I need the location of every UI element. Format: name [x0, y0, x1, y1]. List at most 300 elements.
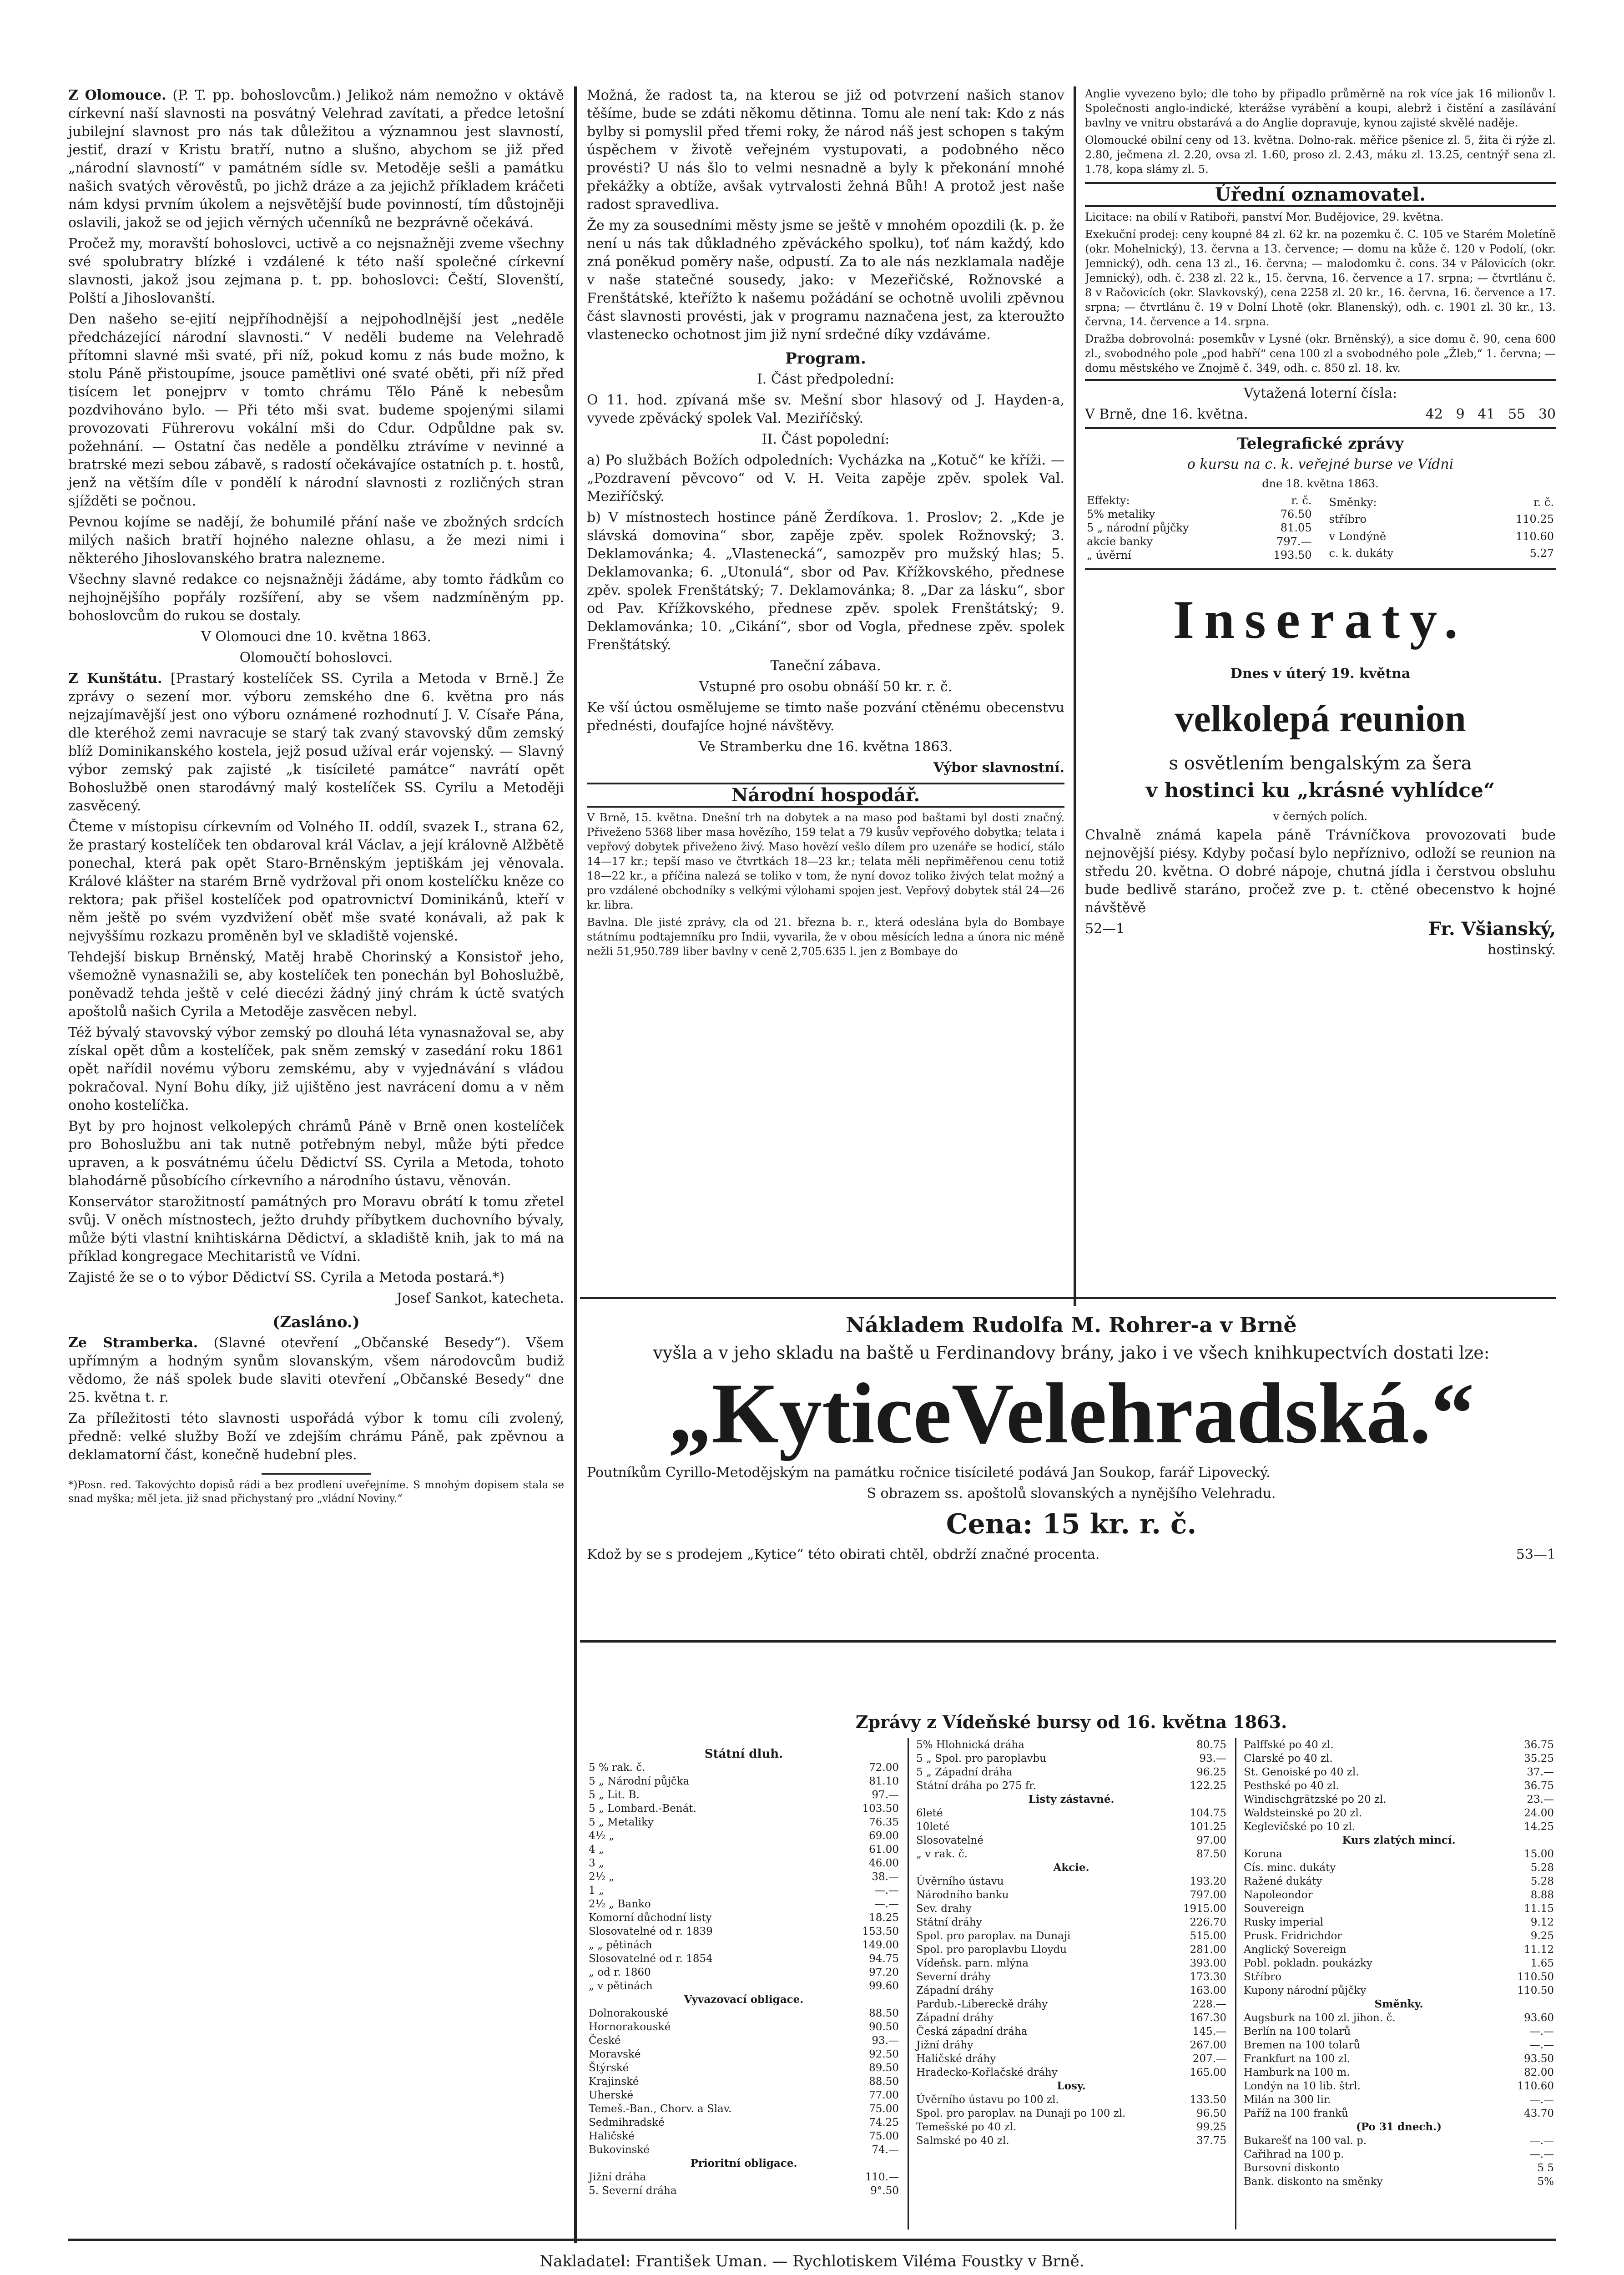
row-label: Anglický Sovereign [1244, 1944, 1347, 1956]
kytice-sales: Kdož by se s prodejem „Kytice“ této obirati chtěl, obdrží značné procenta. [587, 1547, 1100, 1562]
row-value: 5.28 [1530, 1876, 1554, 1887]
row-label: Komorní důchodní listy [589, 1912, 712, 1924]
table-row [1242, 1875, 1556, 1888]
row-label: Pardub.-Libereckě dráhy [916, 1998, 1048, 2010]
row-value: 267.00 [1190, 2039, 1226, 2051]
telegraph-tables [1085, 494, 1556, 562]
program-invite: Ke vší úctou osmělujeme se timto naše pozvání ctěnému obecenstvu přednésti, doufajíce hojné návštěvy. [587, 700, 1064, 734]
row-value: 97.00 [1196, 1835, 1226, 1846]
row-label: Rusky imperial [1244, 1916, 1324, 1928]
table-row [1242, 1956, 1556, 1970]
rule-above-kytice [580, 1297, 1556, 1299]
row-value: 8.88 [1530, 1889, 1554, 1901]
inserat-code: 52—1 [1085, 921, 1125, 937]
row-label: Spol. pro paroplav. na Dunaji [916, 1930, 1071, 1942]
row-value: 72.00 [869, 1762, 899, 1774]
row-label: St. Genoiské po 40 zl. [1244, 1766, 1359, 1778]
table-row [587, 2143, 901, 2157]
row-label: Státní dráha po 275 fr. [916, 1780, 1037, 1792]
table-row [1242, 1847, 1556, 1861]
uredni-oznamovatel-heading: Úřední oznamovatel. [1085, 182, 1556, 207]
row-label: Slosovatelné od r. 1854 [589, 1953, 713, 1965]
row-label: Slosovatelné od r. 1839 [589, 1926, 713, 1937]
table-row [914, 2025, 1228, 2038]
row-value: 101.25 [1190, 1821, 1226, 1833]
article-kunstat-p5: Byt by pro hojnost velkolepých chrámů Páně v Brně onen kostelíček pro Bohoslužbu ani tak nutně potřebným nebyl, může býti předce upraven, a k posvátnému účelu Dědictví SS. Cyrila a Metoda, tohoto blahodárně působícího církevního a národního ústavu, věnován. [68, 1118, 564, 1189]
column-1 [68, 86, 564, 1508]
row-label: Prioritní obligace. [690, 2157, 797, 2169]
table-row [587, 1897, 901, 1911]
table-row [914, 1997, 1228, 2011]
row-label: Cís. minc. dukáty [1244, 1862, 1336, 1874]
table-row [1242, 2052, 1556, 2066]
row-label: 5. Severní dráha [589, 2185, 677, 2197]
program-part1-heading: I. Část předpolední: [757, 371, 895, 387]
table-row [587, 2129, 901, 2143]
table-row [1327, 528, 1556, 545]
row-value: 9.25 [1530, 1930, 1554, 1942]
row-value: 5% [1537, 2176, 1554, 2188]
row-label: 5 „ Národní půjčka [589, 1775, 690, 1787]
row-value: 145.— [1192, 2026, 1226, 2037]
table-row [1242, 2120, 1556, 2134]
row-value: 69.00 [869, 1830, 899, 1842]
row-value: 88.50 [869, 2007, 899, 2019]
row-value: 24.00 [1524, 1807, 1554, 1819]
row-label: stříbro [1329, 513, 1367, 526]
table-row [914, 1943, 1228, 1956]
kytice-code: 53—1 [1516, 1547, 1556, 1562]
row-value: 93.50 [1524, 2053, 1554, 2065]
table-row [914, 1875, 1228, 1888]
kytice-publisher: Nákladem Rudolfa M. Rohrer-a v Brně [846, 1313, 1297, 1337]
column-2 [587, 86, 1064, 1292]
row-value: 9°.50 [870, 2185, 899, 2197]
row-label: Londýn na 10 lib. štrl. [1244, 2080, 1361, 2092]
row-label: 5 „ Lombard.-Benát. [589, 1803, 696, 1815]
row-label: „ od r. 1860 [589, 1967, 651, 1978]
table-row [1242, 1861, 1556, 1875]
row-label: Losy. [1057, 2080, 1086, 2092]
row-label: Bremen na 100 tolarů [1244, 2039, 1361, 2051]
row-label: „ v pětinách [589, 1980, 653, 1992]
table-row [914, 1984, 1228, 1997]
exchange-heading: Zprávy z Vídeňské bursy od 16. května 1863. [855, 1712, 1287, 1732]
inserat-lighting: s osvětlením bengalským za šera [1169, 753, 1472, 774]
row-value: 38.— [872, 1871, 899, 1883]
row-value: 88.50 [869, 2076, 899, 2088]
row-label: Krajinské [589, 2076, 639, 2088]
table-row [1242, 1888, 1556, 1902]
article-olomouc-p3: Den našeho se-ejití nejpříhodnější a nejpohodlnější jest „neděle předcházející národní slavnosti.“ V neděli budeme na Velehradě přítomni slavné mši svaté, při níž, pokud komu z nás bude možno, k stolu Páně přistoupíme, jsouce pamětlivi oné svaté oběti, při níž před tisícem let ponejprv v tomto chrámu Tělo Páně k nebesům pozdvihováno bylo. — Při této mši svat. budeme spojenými silami provozovati Führerovu vokální mši do Cdur. Odpůldne pak sv. požehnání. — Ostatní čas neděle a pondělku ztrávíme v nevinné a bratrské mezi sebou zábavě, s radostí očekávajíce ostatních p. t. hostů, jenž na větším díle v pondělí k národní slavnosti z rozličných stran sjížděti se počnou. [68, 311, 564, 509]
article-kunstat-p6: Konservátor starožitností památných pro Moravu obrátí k tomu zřetel svůj. V oněch místnostech, ježto druhdy příbytkem duchovního bývaly, může býti vlastní knihtiskárna Dědictví, a skladiště knih, jak to má na příklad kongregace Mechitaristů ve Vídni. [68, 1194, 564, 1264]
exchange-report [587, 1706, 1556, 2197]
inserat-inn: v hostinci ku „krásné vyhlídce“ [1145, 779, 1495, 802]
row-label: Milán na 300 lir. [1244, 2094, 1331, 2106]
row-label: Clarské po 40 zl. [1244, 1753, 1333, 1764]
exekucni-prodej: Exekuční prodej: ceny koupné 84 zl. 62 kr. na pozemku č. C. 105 ve Starém Moletíně (okr. Mohelnický), 13. června a 13. července; — domu na kůže č. 120 v Podolí, (okr. Jemnický), odh. cena 13 zl., 16. června; — malodomku č. cons. 34 v Pálovicích (okr. Jemnický), odh. č. 238 zl. 22 k., 15. června, 16. července a 17. srpna; — čtvrtlánu č. 8 v Račovicích (okr. Slavkovský), cena 2258 zl. 20 kr., 16. června, 16. července a 17. srpna; — čtvrtlánu č. 19 v Dolní Lhotě (okr. Blanenský), odh. c. 1901 zl. 30 kr., 13. června, 14. července a 14. srpna. [1085, 228, 1556, 328]
program-dance: Taneční zábava. [770, 658, 881, 674]
row-value: 149.00 [862, 1939, 899, 1951]
row-value: 76.50 [1280, 508, 1312, 521]
table-row [587, 2088, 901, 2102]
row-value: 281.00 [1190, 1944, 1226, 1956]
stramberk-cont-p2: Že my za sousedními městy jsme se ještě v mnohém opozdili (k. p. že není u nás tak důkladného zpěváckého spolku), toť nám každý, kdo zná poněkud poměry naše, odpustí. Za to ale nás nezklamala naděje v naše statečné sousedy, jako: v Mezeřičské, Rožnovské a Frenštátské, kteřížto k našemu požádání se ochotně uvolili zpěvnou část slavnosti provésti, jak v programu naznačena jest, za kteroužto vlastenecko ochotnost jim již nyní srdečné díky vzdáváme. [587, 217, 1064, 343]
row-value: 110.— [865, 2171, 899, 2183]
table-row [1242, 2011, 1556, 2025]
article-stramberk-p2: Za příležitosti této slavnosti uspořádá výbor k tomu cíli zvolený, předně: velké služby Boží ve zdejším chrámu Páně, pak zpěvnou a deklamatorní část, konečně hudební ples. [68, 1410, 564, 1463]
row-value: 81.05 [1280, 521, 1312, 534]
olomouc-grain-prices: Olomoucké obilní ceny od 13. května. Dolno-rak. měřice pšenice zl. 5, žita či rýže zl. 2.80, ječmena zl. 2.20, ovsa zl. 1.60, proso zl. 2.43, máku zl. 13.25, centnýř sena zl. 1.78, kopa slámy zl. 5. [1085, 134, 1556, 176]
exchange-col-1 [587, 1747, 901, 2198]
table-row [914, 1834, 1228, 1847]
table-row [587, 2034, 901, 2048]
row-value: —.— [874, 1885, 899, 1896]
table-row [587, 1856, 901, 1870]
row-value: 393.00 [1190, 1957, 1226, 1969]
table-row [914, 2038, 1228, 2052]
table-row [1242, 1779, 1556, 1793]
table-row [587, 2020, 901, 2034]
table-row [1242, 1738, 1556, 1752]
exchange-col-3 [1242, 1738, 1556, 2189]
table-row [1242, 2134, 1556, 2148]
row-label: akcie banky [1087, 535, 1153, 548]
row-value: 93.60 [1524, 2012, 1554, 2024]
tele-rule [1085, 427, 1556, 429]
row-value: 5.27 [1529, 547, 1554, 560]
narodni-hospodar-p1: V Brně, 15. května. Dnešní trh na dobytek a na maso pod baštami byl dosti značný. Přiveženo 5368 liber masa hovězího, 159 telat a 79 kusův vepřového dobytka; telata i vepřový dobytek přiveženo živý. Maso hovězí vešlo dílem pro uzenáře se hodicí, stálo 14—17 kr.; tepší maso ve čtvrtkách 18—23 kr.; telata měli nepřiměřenou cenu totiž 18—22 kr., a příčina nalezá se toliko v tom, že nyní dovoz toliko živých telat možný a pro vzdálené obchodníky s velkými výlohami spojen jest. Vepřový dobytek stál 24—26 kr. libra. [587, 811, 1064, 911]
program-signature: Výbor slavnostní. [933, 760, 1064, 776]
inserat-dnes: Dnes v úterý 19. května [1230, 666, 1411, 682]
row-label: Uherské [589, 2089, 634, 2101]
row-label: v Londýně [1329, 530, 1387, 543]
table-row [914, 1793, 1228, 1806]
table-row [587, 2061, 901, 2075]
row-label: Salmské po 40 zl. [916, 2135, 1009, 2147]
row-value: 110.25 [1516, 513, 1554, 526]
row-value: 87.50 [1196, 1848, 1226, 1860]
article-kunstat-p4: Též bývalý stavovský výbor zemský po dlouhá léta vynasnažoval se, aby získal opět dům a kostelíček, pak sněm zemský v zasedání roku 1861 opět nařídil novému výboru zemskému, aby v vyjednávání s vládou pokračoval. Nyní Bohu díky, již ujištěno jest navrácení domu a v něm onoho kostelíčka. [68, 1025, 564, 1113]
table-row [914, 1929, 1228, 1943]
table-row [1242, 1943, 1556, 1956]
row-label: 5 „ Metaliky [589, 1816, 654, 1828]
row-label: Haličské dráhy [916, 2053, 996, 2065]
lottery-line [1085, 405, 1556, 424]
row-label: 2½ „ [589, 1871, 615, 1883]
table-row [587, 1966, 901, 1979]
newspaper-page [68, 68, 1556, 2275]
row-value: 167.30 [1190, 2012, 1226, 2024]
table-row [914, 1847, 1228, 1861]
row-value: 797.— [1276, 535, 1312, 548]
table-row [1085, 507, 1314, 521]
row-label: Dolnorakouské [589, 2007, 668, 2019]
lottery-numbers: 42 9 41 55 30 [1425, 406, 1556, 422]
table-row [914, 1752, 1228, 1765]
table-row [1242, 1916, 1556, 1929]
table-row [587, 1925, 901, 1938]
table-row [914, 1820, 1228, 1834]
table-row [587, 2157, 901, 2170]
article-kunstat-signature: Josef Sankot, katecheta. [396, 1290, 564, 1306]
telegraph-date: dne 18. května 1863. [1262, 477, 1379, 490]
table-row [1242, 1752, 1556, 1765]
article-kunstat-p7: Zajisté že se o to výbor Dědictví SS. Cyrila a Metoda postará.*) [68, 1269, 505, 1285]
table-row [1242, 2148, 1556, 2161]
exchange-rule-1 [908, 1738, 909, 2230]
table-row [587, 2075, 901, 2088]
table-row [587, 1979, 901, 1993]
row-value: 97.20 [869, 1967, 899, 1978]
row-value: 193.50 [1273, 549, 1312, 561]
row-value: —.— [1529, 2026, 1554, 2037]
table-row [1085, 548, 1314, 562]
row-value: 81.10 [869, 1775, 899, 1787]
row-label: Severní dráhy [916, 1971, 991, 1983]
row-value: 93.— [872, 2035, 899, 2047]
row-label: Vídeňsk. parn. mlýna [916, 1957, 1029, 1969]
table-row [587, 1815, 901, 1829]
row-value: 46.00 [869, 1857, 899, 1869]
program-part2b: b) V místnostech hostince páně Žerdíkova. 1. Proslov; 2. „Kde je slávská domovina“ sbor, zapěje zpěv. spolek Rožnovský; 3. Deklamovánka; 4. „Vlastenecká“, samozpěv pro mužský hlas; 5. Deklamovanka; 6. „Utonulá“, sbor od Pav. Křížkovského, přednese zpěv. spolek Frenštátský; 7. Deklamovánka; 8. „Dar za lásku“, sbor od Pav. Křížkovského, přednese zpěv. spolek Frenštátský; 9. Deklamovánka; 10. „Cikání“, sbor od Vogla, přednese zpěv. spolek Frenštátský. [587, 510, 1064, 653]
article-stramberk: Ze Stramberka. (Slavné otevření „Občanské Besedy“). Všem upřímným a hodným synům slovanským, všem národovcům budiž vědomo, že náš spolek bude slaviti otevření „Občanské Besedy“ dne 25. května t. r. [68, 1335, 564, 1405]
row-label: 5 „ Lit. B. [589, 1789, 640, 1801]
lottery-place: V Brně, dne 16. května. [1085, 406, 1248, 422]
table-row [587, 1774, 901, 1788]
row-label: Koruna [1244, 1848, 1282, 1860]
inserat-signature-title: hostinský. [1488, 942, 1556, 958]
row-label: 4½ „ [589, 1830, 615, 1842]
row-value: 94.75 [869, 1953, 899, 1965]
row-label: Státní dráhy [916, 1916, 982, 1928]
row-label: Effekty: [1087, 494, 1130, 507]
row-label: „ v rak. č. [916, 1848, 968, 1860]
row-label: 5 „ národní půjčky [1087, 521, 1189, 534]
exchange-rule-2 [1235, 1738, 1236, 2230]
row-value: 163.00 [1190, 1985, 1226, 1997]
row-value: 35.25 [1524, 1753, 1554, 1764]
table-row [1242, 2079, 1556, 2093]
row-value: 74.— [872, 2144, 899, 2156]
row-label: Hornorakouské [589, 2021, 671, 2033]
row-value: —.— [874, 1898, 899, 1910]
row-value: 122.25 [1190, 1780, 1226, 1792]
table-row [587, 1788, 901, 1802]
telegraph-table-bills [1327, 494, 1556, 562]
row-value: 99.60 [869, 1980, 899, 1992]
row-value: 43.70 [1524, 2108, 1554, 2119]
row-value: 75.00 [869, 2130, 899, 2142]
row-label: Keglevičské po 10 zl. [1244, 1821, 1356, 1833]
row-label: Cařihrad na 100 p. [1244, 2149, 1344, 2160]
row-label: Haličské [589, 2130, 635, 2142]
article-olomouc-heading: Z Olomouce. [68, 87, 166, 103]
row-value: 82.00 [1524, 2067, 1554, 2078]
row-label: Listy zástavné. [1028, 1793, 1115, 1805]
row-value: 207.— [1192, 2053, 1226, 2065]
inserat-polich: v černých polích. [1273, 810, 1368, 823]
row-value: r. č. [1533, 495, 1554, 509]
table-row [587, 1829, 901, 1843]
row-label: Ražené dukáty [1244, 1876, 1322, 1887]
table-row [1242, 1929, 1556, 1943]
row-value: 9.12 [1530, 1916, 1554, 1928]
row-value: 15.00 [1524, 1848, 1554, 1860]
inserat-signature-line [1085, 920, 1556, 938]
row-value: 14.25 [1524, 1821, 1554, 1833]
row-label: Bukarešť na 100 val. p. [1244, 2135, 1367, 2147]
row-value: 75.00 [869, 2103, 899, 2115]
table-row [587, 2102, 901, 2116]
table-row [1242, 1806, 1556, 1820]
article-olomouc-p2: Pročež my, moravští bohoslovci, uctivě a co nejsnažněji zveme všechny své spolubratry blízké i vzdálené k této naší společné církevní slavnosti, jakož jsou zejmana p. t. pp. bohoslovci: Čeští, Slovenští, Polští a Jihoslovanští. [68, 236, 564, 306]
row-label: 2½ „ Banko [589, 1898, 651, 1910]
table-row [1085, 494, 1314, 507]
row-value: 80.75 [1196, 1739, 1226, 1751]
article-kunstat-p2: Čteme v místopisu církevním od Volného II. oddíl, svazek I., strana 62, že prastarý kostelíček ten obdaroval král Václav, a její královně Alžbětě ponechal, která pak opět Staro-Brněnským jeptiškám jej věnovala. Králové klášter na starém Brně vydržoval při onom kostelíčku kněze co rektora; pak přišel kostelíček pod opatrovnictví Dominikánů, kteří v něm ještě po svém vyzdvižení oběť mše svaté konávali, až pak k nejvyššímu rozkazu proměněn byl ve skladiště vojenské. [68, 819, 564, 944]
table-row [914, 1765, 1228, 1779]
row-value: —.— [1529, 2149, 1554, 2160]
kytice-availability: vyšla a v jeho skladu na baště u Ferdinandovy brány, jako i ve všech knihkupectvích dostati lze: [653, 1343, 1490, 1363]
table-row [1242, 1820, 1556, 1834]
row-label: Směnky: [1329, 495, 1377, 509]
row-value: 76.35 [869, 1816, 899, 1828]
table-row [914, 1861, 1228, 1875]
row-value: 96.50 [1196, 2108, 1226, 2119]
article-kunstat-p3: Tehdejší biskup Brněnský, Matěj hrabě Chorinský a Konsistoř jeho, všemožně vynasnažili se, aby kostelíček ten ponechán byl Bohoslužbě, poněvadž tehda ještě v celé diecézi žádný jiný chrám k úctě svatých apoštolů našich Cyrila a Metoděje zasvěcen nebyl. [68, 949, 564, 1020]
row-label: 5 „ Západní dráha [916, 1766, 1013, 1778]
stramberk-cont-p1: Možná, že radost ta, na kterou se již od potvrzení našich stanov těšíme, bude se zdáti někomu dětinna. Tomu ale není tak: Kdo z nás bylby si pomyslil před třemi roky, že národ náš jest schopen s takým úspěchem v životě veřejném vystupovati, a podobného něco provésti? U nás šlo to velmi nesnadně a byly k překonání mnohé překážky a obtíže, avšak vytrvalosti žehná Bůh! A protož jest naše radost spravedliva. [587, 87, 1064, 212]
footnote: *)Posn. red. Takovýchto dopisů rádi a bez prodlení uveřejníme. S mnohým dopisem stala se snad myška; měl jeta. již snad přichystaný pro „vládní Noviny.“ [68, 1479, 564, 1505]
table-row [914, 2079, 1228, 2093]
narodni-hospodar-heading: Národní hospodář. [587, 783, 1064, 808]
row-label: Bukovinské [589, 2144, 650, 2156]
kytice-sales-line [587, 1546, 1556, 1564]
row-value: 92.50 [869, 2048, 899, 2060]
table-row [914, 1888, 1228, 1902]
row-label: 5% metaliky [1087, 508, 1155, 521]
row-label: České [589, 2035, 621, 2047]
row-label: Kurs zlatých mincí. [1342, 1834, 1456, 1846]
row-label: Pesthské po 40 zl. [1244, 1780, 1339, 1792]
table-row [1085, 521, 1314, 535]
row-value: 110.60 [1516, 530, 1554, 543]
table-row [914, 1806, 1228, 1820]
row-label: Souvereign [1244, 1903, 1304, 1915]
inserat-reunion: velkolepá reunion [1175, 698, 1466, 740]
table-row [914, 1779, 1228, 1793]
row-label: Směnky. [1374, 1998, 1423, 2010]
row-value: —.— [1529, 2094, 1554, 2106]
table-row [587, 1802, 901, 1815]
licitace: Licitace: na obilí v Ratiboři, panství Mor. Budějovice, 29. května. [1085, 211, 1444, 223]
row-label: Berlín na 100 tolarů [1244, 2026, 1351, 2037]
table-row [914, 1970, 1228, 1984]
row-value: 193.20 [1190, 1876, 1226, 1887]
row-label: Spol. pro paroplavbu Lloydu [916, 1944, 1067, 1956]
row-label: Jižní dráha [589, 2171, 646, 2183]
row-label: 3 „ [589, 1857, 604, 1869]
row-value: 99.25 [1196, 2121, 1226, 2133]
row-value: 153.50 [862, 1926, 899, 1937]
program-part2-heading: II. Část popolední: [762, 431, 890, 447]
row-value: —.— [1529, 2039, 1554, 2051]
inserat-signature: Fr. Všianský, [1428, 918, 1556, 940]
exchange-table-2 [914, 1738, 1228, 2148]
exchange-col-1-heading: Státní dluh. [704, 1747, 783, 1761]
row-label: Prusk. Fridrichdor [1244, 1930, 1342, 1942]
zaslano-heading: (Zasláno.) [272, 1313, 360, 1331]
row-label: 5 % rak. č. [589, 1762, 646, 1774]
row-label: Windischgrätzské po 20 zl. [1244, 1794, 1387, 1805]
row-label: Česká západní dráha [916, 2026, 1028, 2037]
row-value: 23.— [1527, 1794, 1554, 1805]
row-label: c. k. dukáty [1329, 547, 1393, 560]
table-row [914, 1902, 1228, 1916]
row-value: 110.50 [1517, 1985, 1554, 1997]
row-value: —.— [1529, 2135, 1554, 2147]
row-value: 104.75 [1190, 1807, 1226, 1819]
rule-above-exchange [580, 1640, 1556, 1643]
row-label: Akcie. [1053, 1861, 1089, 1874]
table-row [587, 1993, 901, 2007]
table-row [1242, 2066, 1556, 2079]
drazba: Dražba dobrovolná: posemkův v Lysné (okr. Brněnský), a sice domu č. 90, cena 600 zl., svobodného pole „pod habří“ cena 100 zl a svobodného pole „Žleb,“ 1. června; — domu městského ve Znojmě č. 349, odh. c. 850 zl. 18. kv. [1085, 333, 1556, 374]
article-olomouc-p4: Pevnou kojíme se nadějí, že bohumilé přání naše ve zbožných srdcích milých našich bratří hojného nalezne ohlasu, a že mezi nimi i některého Jihoslovanského bratra nalezneme. [68, 514, 564, 566]
table-row [1327, 545, 1556, 562]
table-row [1242, 1984, 1556, 1997]
row-label: 5 „ Spol. pro paroplavbu [916, 1753, 1046, 1764]
table-row [587, 2184, 901, 2198]
row-label: Bank. diskonto na směnky [1244, 2176, 1383, 2188]
table-row [1327, 494, 1556, 511]
row-label: Štýrské [589, 2062, 629, 2074]
table-row [914, 2066, 1228, 2079]
program-part2a: a) Po službách Božích odpoledních: Vycházka na „Kotuč“ ke kříži. — „Pozdravení pěvcovo“ od V. H. Veita zapěje zpěv. spolek Val. Meziříčský. [587, 452, 1064, 505]
exchange-col-2 [914, 1738, 1228, 2148]
row-value: 133.50 [1190, 2094, 1226, 2106]
footnote-rule [262, 1473, 371, 1475]
row-value: 1915.00 [1183, 1903, 1226, 1915]
article-stramberk-title: Ze Stramberka. [68, 1335, 198, 1351]
row-label: Hradecko-Kořlačské dráhy [916, 2067, 1058, 2078]
table-row [587, 2007, 901, 2020]
footer-imprint: Nakladatel: František Uman. — Rychlotiskem Viléma Foustky v Brně. [540, 2252, 1084, 2270]
row-value: 77.00 [869, 2089, 899, 2101]
table-row [1242, 2038, 1556, 2052]
row-value: 18.25 [869, 1912, 899, 1924]
table-row [1242, 1834, 1556, 1847]
kytice-title: „KyticeVelehradská.“ [668, 1366, 1474, 1461]
column-rule-2 [1074, 86, 1076, 1306]
row-value: 89.50 [869, 2062, 899, 2074]
article-kunstat-heading: Z Kunštátu. [68, 671, 162, 687]
row-value: 1.65 [1530, 1957, 1554, 1969]
row-label: Frankfurt na 100 zl. [1244, 2053, 1351, 2065]
row-label: Sev. drahy [916, 1903, 972, 1915]
row-label: Temeš.-Ban., Chorv. a Slav. [589, 2103, 732, 2115]
telegraph-table-effects [1085, 494, 1314, 562]
table-row [1242, 2093, 1556, 2107]
row-value: 37.— [1527, 1766, 1554, 1778]
table-row [1242, 1902, 1556, 1916]
table-row [914, 2052, 1228, 2066]
row-label: 5% Hlohnická dráha [916, 1739, 1024, 1751]
exchange-table-3 [1242, 1738, 1556, 2189]
kytice-description: Poutníkům Cyrillo-Metodějským na památku ročnice tisícileté podává Jan Soukop, farář Lipovecký. [587, 1465, 1271, 1481]
lottery-rule [1085, 379, 1556, 381]
